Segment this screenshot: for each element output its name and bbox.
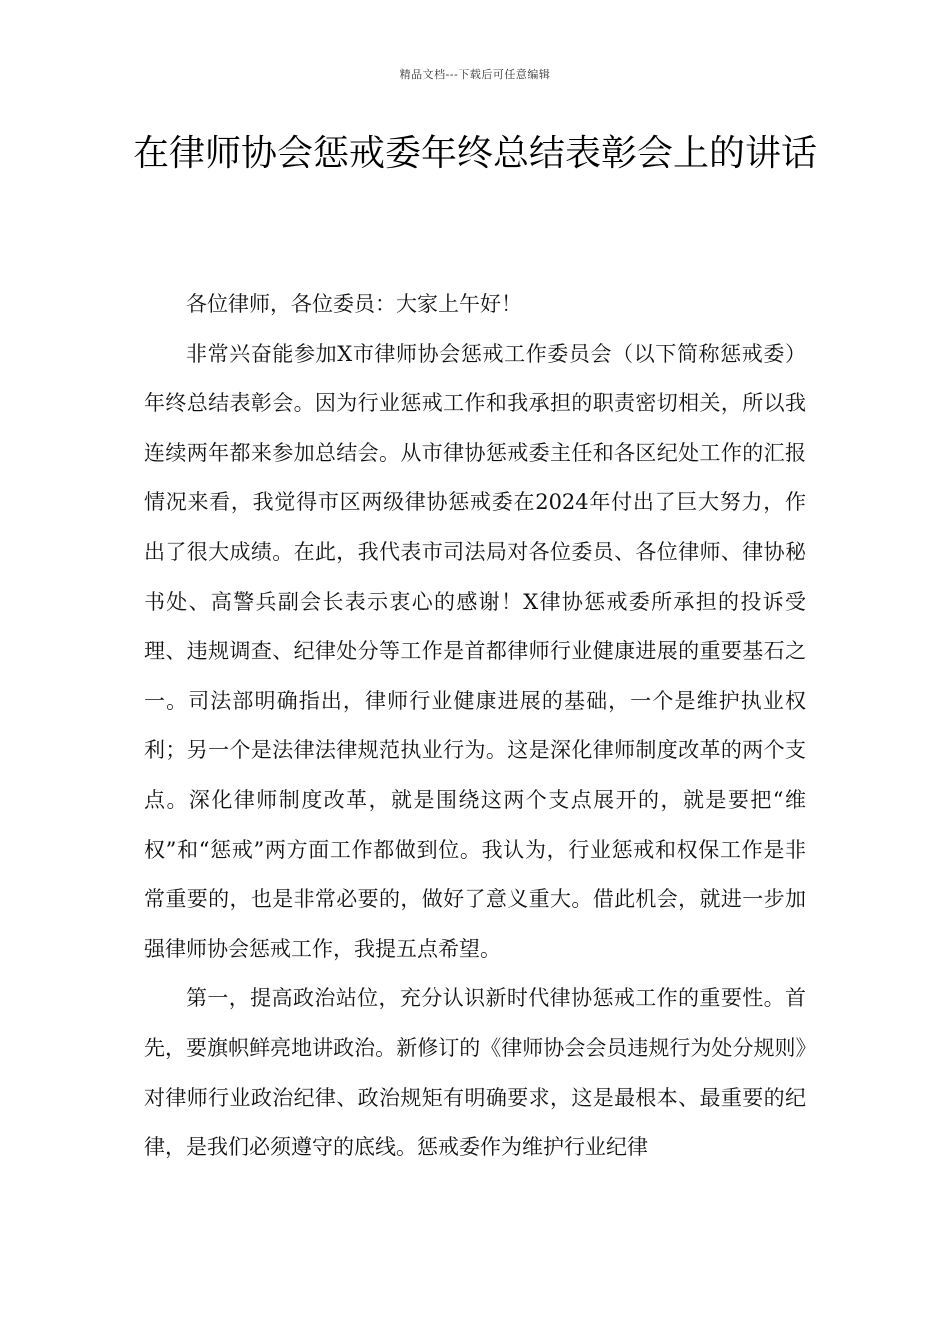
header-note: 精品文档---下载后可任意编辑 xyxy=(399,68,551,81)
body-paragraph: 非常兴奋能参加X市律师协会惩戒工作委员会（以下简称惩戒委）年终总结表彰会。因为行业惩戒工作和我承担的职责密切相关，所以我连续两年都来参加总结会。从市律协惩戒委主任和各区纪处工作的汇报情况来看，我觉得市区两级律协惩戒委在2024年付出了巨大努力，作出了很大成绩。在此，我代表市司法局对各位委员、各位律师、律协秘书处、高警兵副会长表示衷心的感谢！X律协惩戒委所承担的投诉受理、违规调查、纪律处分等工作是首都律师行业健康进展的重要基石之一。司法部明确指出，律师行业健康进展的基础，一个是维护执业权利；另一个是法律法律规范执业行为。这是深化律师制度改革的两个支点。深化律师制度改革，就是围绕这两个支点展开的，就是要把“维权”和“惩戒”两方面工作都做到位。我认为，行业惩戒和权保工作是非常重要的，也是非常必要的，做好了意义重大。借此机会，就进一步加强律师协会惩戒工作，我提五点希望。 xyxy=(144,341,806,961)
greeting-paragraph: 各位律师，各位委员：大家上午好！ xyxy=(186,292,522,316)
body-paragraph: 第一，提高政治站位，充分认识新时代律协惩戒工作的重要性。首先，要旗帜鲜亮地讲政治。新修订的《律师协会会员违规行为处分规则》对律师行业政治纪律、政治规矩有明确要求，这是最根本、最重要的纪律，是我们必须遵守的底线。惩戒委作为维护行业纪律 xyxy=(144,986,806,1160)
document-title: 在律师协会惩戒委年终总结表彰会上的讲话 xyxy=(132,133,817,174)
document-body xyxy=(144,280,806,1173)
